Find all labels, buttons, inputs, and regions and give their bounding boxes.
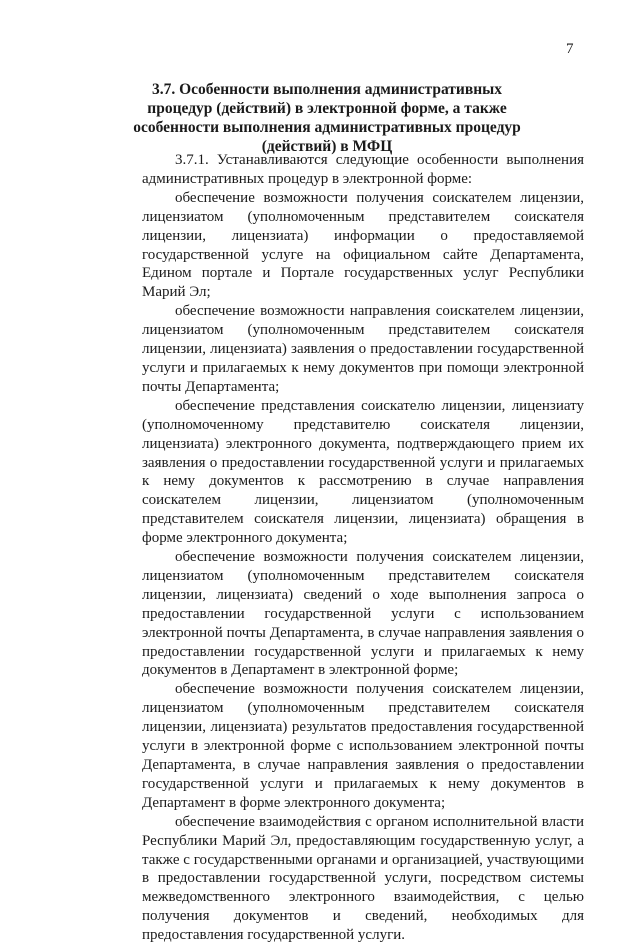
paragraph-progress-info: обеспечение возможности получения соискателем лицензии, лицензиатом (уполномоченным представителем соискателя лицензии, лицензиата) сведений о ходе выполнения запроса о предоставлении государственной услуги с использованием электронной почты Департамента, в случае направления заявления о предоставлении государственной услуги и прилагаемых к нему документов в Департамент в электронной форме; (142, 549, 584, 679)
paragraph-receipt-confirmation: обеспечение представления соискателю лицензии, лицензиату (уполномоченному представителю соискателя лицензии, лицензиата) электронного документа, подтверждающего прием их заявления о предоставлении государственной услуги и прилагаемых к нему документов к рассмотрению в случае направления соискателем лицензии, лицензиатом (уполномоченным представителем соискателя лицензии, лицензиата) обращения в форме электронного документа; (142, 397, 584, 547)
section-heading: 3.7. Особенности выполнения административных процедур (действий) в электронной форме, а также особенности выполнения административных процедур (действий) в МФЦ (133, 81, 521, 155)
paragraph-interagency-interaction: обеспечение взаимодействия с органом исполнительной власти Республики Марий Эл, предоставляющим государственную услуг, а также с государственными органами и организацией, участвующими в предоставлении государственной услуги, посредством системы межведомственного электронного взаимодействия, с целью получения документов и сведений, необходимых для предоставления государственной услуги. (142, 813, 584, 944)
page-number: 7 (566, 41, 574, 57)
paragraph-application-by-email: обеспечение возможности направления соискателем лицензии, лицензиатом (уполномоченным представителем соискателя лицензии, лицензиата) заявления о предоставлении государственной услуги и прилагаемых к нему документов при помощи электронной почты Департамента; (142, 303, 584, 395)
paragraph-3-7-1: 3.7.1. Устанавливаются следующие особенности выполнения административных процедур в электронной форме: (142, 152, 584, 187)
paragraph-info-access: обеспечение возможности получения соискателем лицензии, лицензиатом (уполномоченным представителем соискателя лицензии, лицензиата) информации о предоставляемой государственной услуге на официальном сайте Департамента, Едином портале и Портале государственных услуг Республики Марий Эл; (142, 189, 584, 301)
section-body (142, 151, 584, 945)
paragraph-results-delivery: обеспечение возможности получения соискателем лицензии, лицензиатом (уполномоченным представителем соискателя лицензии, лицензиата) результатов предоставления государственной услуги в электронной форме с использованием электронной почты Департамента, в случае направления заявления о предоставлении государственной услуги и прилагаемых к нему документов в Департамент в форме электронного документа; (142, 681, 584, 811)
